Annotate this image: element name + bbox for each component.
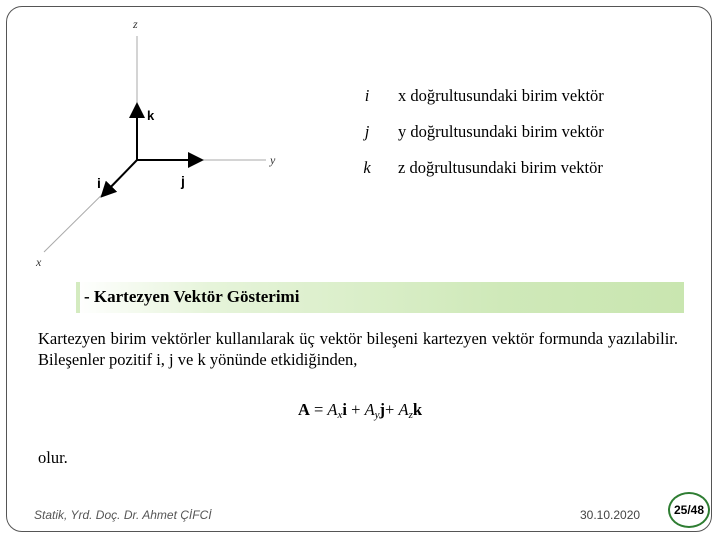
unit-vector-symbol: i: [364, 86, 370, 105]
section-title: - Kartezyen Vektör Gösterimi: [84, 287, 300, 306]
formula-unit-i: i: [342, 400, 347, 419]
formula-component-ay: A: [364, 400, 375, 419]
unit-vector-j-label: j: [181, 173, 185, 189]
vector-formula: [0, 400, 720, 421]
table-row: [340, 78, 680, 114]
unit-vector-description: x doğrultusundaki birim vektör: [398, 86, 604, 105]
unit-vector-symbol: k: [363, 158, 371, 177]
x-axis-label: x: [36, 255, 42, 269]
unit-vector-i-arrow: [106, 160, 137, 192]
table-row: [340, 114, 680, 150]
section-bar-edge: [76, 282, 80, 313]
table-row: [340, 150, 680, 186]
unit-vector-symbol: j: [364, 122, 370, 141]
formula-lhs: A: [297, 400, 310, 419]
section-heading-bar: [76, 282, 684, 313]
unit-vector-table: [340, 78, 680, 186]
page-number-badge: [668, 492, 710, 528]
formula-equals: =: [309, 400, 328, 419]
formula-component-az: A: [398, 400, 409, 419]
unit-vector-i-label: i: [97, 175, 101, 191]
unit-vector-description: y doğrultusundaki birim vektör: [398, 122, 604, 141]
y-axis-label: y: [270, 153, 276, 167]
coordinate-axes-diagram: [30, 14, 290, 270]
page-number: 25/48: [670, 494, 708, 526]
body-paragraph: Kartezyen birim vektörler kullanılarak üç vektör bileşeni kartezyen vektör formunda yazılabilir. Bileşenler pozitif i, j ve k yönünde etkidiğinden,: [38, 329, 678, 369]
unit-vector-description: z doğrultusundaki birim vektör: [398, 158, 603, 177]
formula-component-ax: A: [327, 400, 338, 419]
closing-text: olur.: [38, 448, 68, 467]
formula-subscript-y: y: [374, 409, 380, 421]
formula-unit-k: k: [412, 400, 423, 419]
formula-subscript-z: z: [408, 409, 413, 421]
unit-vector-k-label: k: [147, 108, 155, 123]
formula-plus-2: +: [385, 400, 399, 419]
formula-plus-1: +: [347, 400, 365, 419]
z-axis-label: z: [133, 17, 138, 31]
formula-subscript-x: x: [337, 409, 343, 421]
footer-date: 30.10.2020: [580, 508, 641, 522]
footer-author: Statik, Yrd. Doç. Dr. Ahmet ÇİFCİ: [34, 508, 212, 522]
formula-unit-j: j: [379, 400, 386, 419]
